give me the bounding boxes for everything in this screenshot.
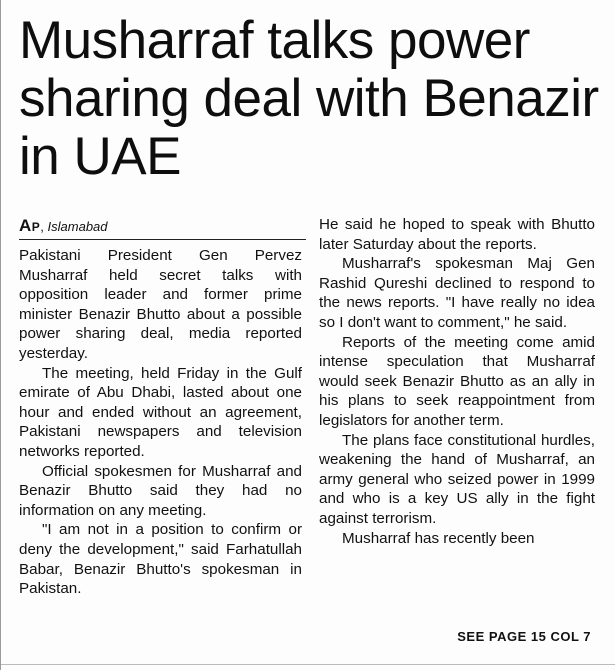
byline-rule xyxy=(19,239,306,240)
paragraph: Musharraf's spokesman Maj Gen Rashid Qureshi declined to respond to the news reports. "I have really no idea so I don't want to comment," he said. xyxy=(319,255,595,331)
byline-location: Islamabad xyxy=(47,219,108,234)
paragraph: Pakistani President Gen Pervez Musharraf held secret talks with opposition leader and former prime minister Benazir Bhutto about a possible power sharing deal, media reported yesterday. xyxy=(19,247,302,362)
article-column-2 xyxy=(319,215,595,548)
paragraph: Official spokesmen for Musharraf and Benazir Bhutto said they had no information on any meeting. xyxy=(19,462,302,519)
paragraph: Reports of the meeting come amid intense speculation that Musharraf would seek Benazir Bhutto as an ally in his plans to seek reappointment from legislators for another term. xyxy=(319,333,595,429)
paragraph: He said he hoped to speak with Bhutto later Saturday about the reports. xyxy=(319,216,595,253)
byline-agency: AP xyxy=(19,216,41,235)
paragraph: "I am not in a position to confirm or deny the development," said Farhatullah Babar, Benazir Bhutto's spokesman in Pakistan. xyxy=(19,521,302,598)
byline-separator: , xyxy=(40,219,48,234)
paragraph: The plans face constitutional hurdles, weakening the hand of Musharraf, an army general who seized power in 1999 and who is a key US ally in the fight against terrorism. xyxy=(319,431,595,527)
byline xyxy=(19,216,108,236)
continuation-note: SEE PAGE 15 COL 7 xyxy=(457,629,591,644)
headline: Musharraf talks power sharing deal with Benazir in UAE xyxy=(19,11,599,186)
article-column-1 xyxy=(19,246,302,599)
paragraph: Musharraf has recently been xyxy=(342,529,535,547)
paragraph: The meeting, held Friday in the Gulf emirate of Abu Dhabi, lasted about one hour and ended without an agreement, Pakistani newspapers and television networks reported. xyxy=(19,364,302,460)
bottom-divider xyxy=(1,664,615,665)
